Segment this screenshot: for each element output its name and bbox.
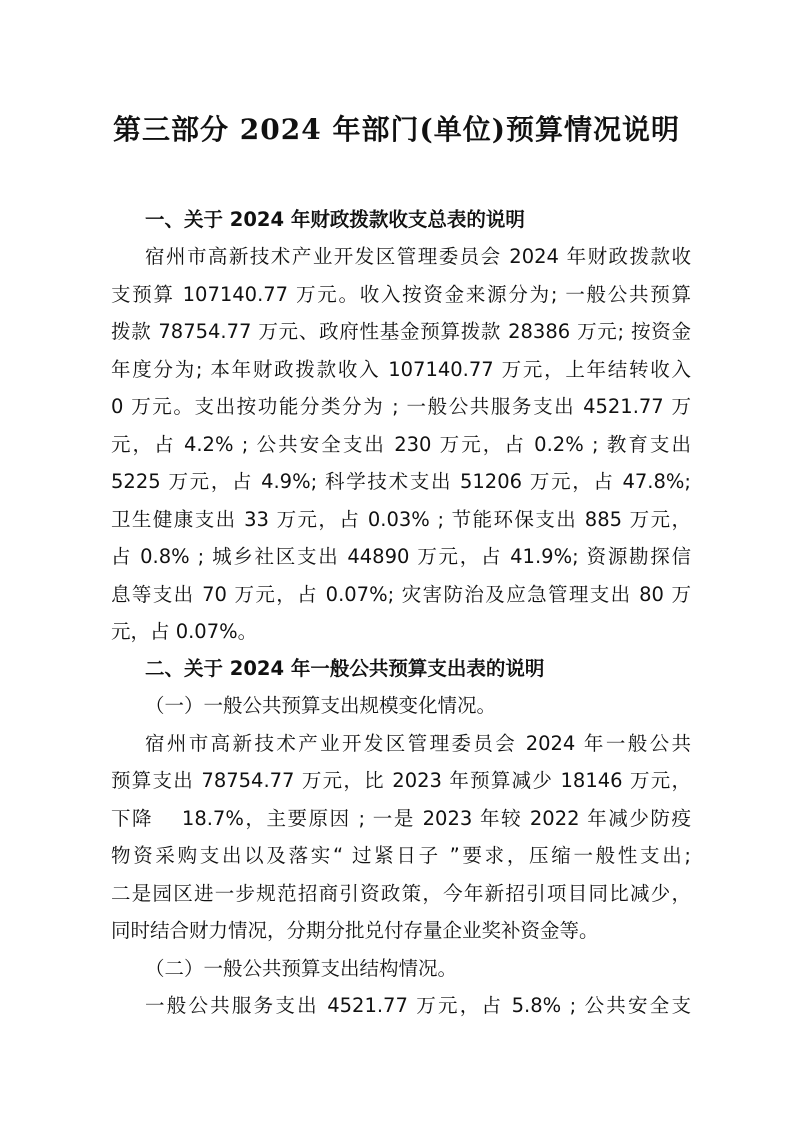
paragraph-line: 占 0.8% ; 城乡社区支出 44890 万元，占 41.9%; 资源勘探信	[111, 545, 691, 568]
paragraph-line: 宿州市高新技术产业开发区管理委员会 2024 年财政拨款收	[145, 245, 691, 268]
subsection-1-heading: （一）一般公共预算支出规模变化情况。	[145, 694, 497, 717]
section-2-heading: 二、关于 2024 年一般公共预算支出表的说明	[145, 657, 545, 680]
paragraph-line: 同时结合财力情况，分期分批兑付存量企业奖补资金等。	[111, 919, 599, 942]
paragraph-line: 拨款 78754.77 万元、政府性基金预算拨款 28386 万元; 按资金	[111, 320, 691, 343]
paragraph-line: 预算支出 78754.77 万元，比 2023 年预算减少 18146 万元，	[111, 769, 691, 792]
subsection-2-heading: （二）一般公共预算支出结构情况。	[145, 957, 458, 980]
paragraph-line: 下降 18.7%，主要原因 ; 一是 2023 年较 2022 年减少防疫	[111, 807, 691, 830]
section-1-heading: 一、关于 2024 年财政拨款收支总表的说明	[145, 208, 525, 231]
paragraph-line: 息等支出 70 万元，占 0.07%; 灾害防治及应急管理支出 80 万	[111, 583, 691, 606]
paragraph-line: 物资采购支出以及落实“ 过紧日子 ”要求，压缩一般性支出;	[111, 844, 691, 867]
paragraph-line: 元，占 0.07%。	[111, 620, 258, 643]
paragraph-line: 宿州市高新技术产业开发区管理委员会 2024 年一般公共	[145, 732, 691, 755]
paragraph-line: 5225 万元，占 4.9%; 科学技术支出 51206 万元，占 47.8%;	[111, 470, 691, 493]
paragraph-line: 一般公共服务支出 4521.77 万元，占 5.8% ; 公共安全支	[145, 994, 691, 1017]
paragraph-line: 二是园区进一步规范招商引资政策，今年新招引项目同比减少，	[111, 882, 691, 905]
paragraph-line: 元，占 4.2% ; 公共安全支出 230 万元，占 0.2% ; 教育支出	[111, 433, 691, 456]
paragraph-line: 支预算 107140.77 万元。收入按资金来源分为; 一般公共预算	[111, 283, 691, 306]
paragraph-line: 0 万元。支出按功能分类分为 ; 一般公共服务支出 4521.77 万	[111, 395, 691, 418]
paragraph-line: 卫生健康支出 33 万元，占 0.03% ; 节能环保支出 885 万元，	[111, 508, 691, 531]
paragraph-line: 年度分为; 本年财政拨款收入 107140.77 万元，上年结转收入	[111, 358, 691, 381]
page-title: 第三部分 2024 年部门(单位)预算情况说明	[113, 113, 680, 146]
